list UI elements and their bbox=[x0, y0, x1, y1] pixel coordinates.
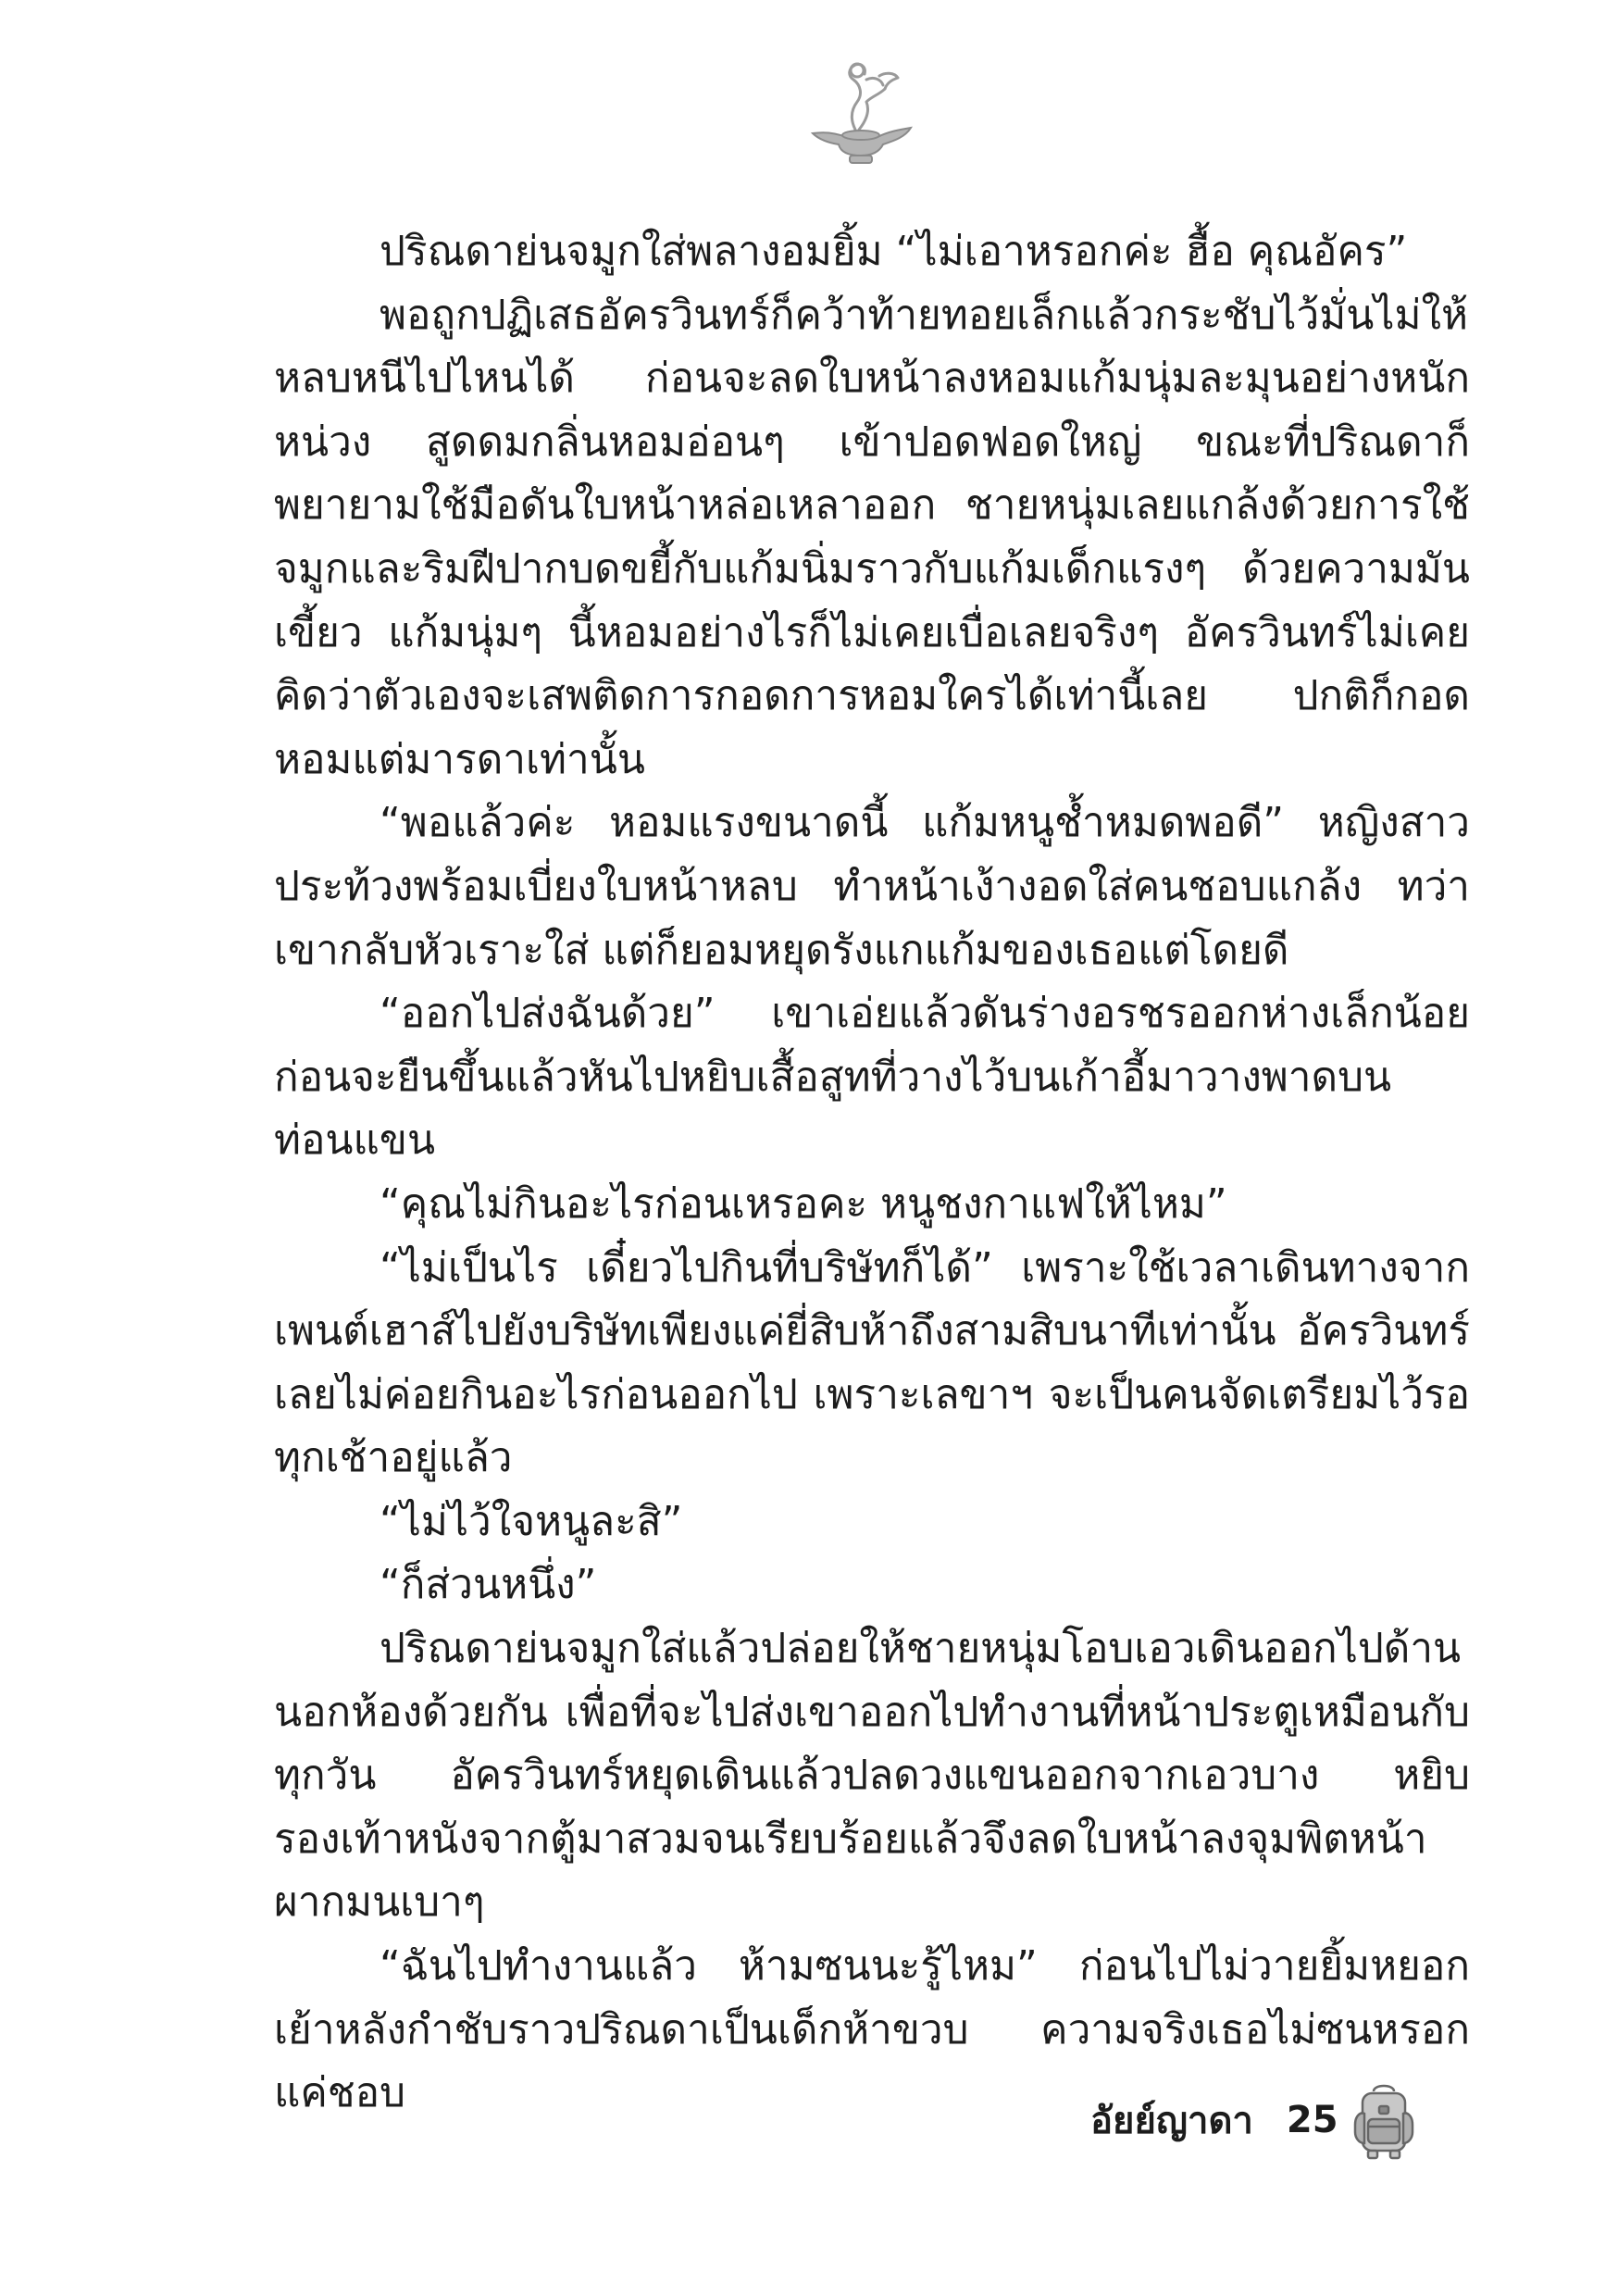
genie-lamp-icon bbox=[802, 48, 922, 168]
page-footer bbox=[1090, 2074, 1479, 2166]
page-number: 25 bbox=[1286, 2099, 1338, 2141]
paragraph-6: “ไม่เป็นไร เดี๋ยวไปกินที่บริษัทก็ได้” เพราะใช้เวลาเดินทางจากเพนต์เฮาส์ไปยังบริษัทเพียงแค่ยี่สิบห้าถึงสามสิบนาทีเท่านั้น อัครวินทร์เลยไม่ค่อยกินอะไรก่อนออกไป เพราะเลขาฯ จะเป็นคนจัดเตรียมไว้รอทุกเช้าอยู่แล้ว bbox=[274, 1243, 1470, 1482]
paragraph-10: “ฉันไปทำงานแล้ว ห้ามซนนะรู้ไหม” ก่อนไปไม่วายยิ้มหยอกเย้าหลังกำชับราวปริณดาเป็นเด็กห้าขวบ ความจริงเธอไม่ซนหรอก แค่ชอบ bbox=[274, 1942, 1470, 2117]
paragraph-4: “ออกไปส่งฉันด้วย” เขาเอ่ยแล้วดันร่างอรชรออกห่างเล็กน้อย ก่อนจะยืนขึ้นแล้วหันไปหยิบเสื้อสูทที่วางไว้บนเก้าอี้มาวางพาดบนท่อนแขน bbox=[274, 990, 1470, 1165]
author-name: อัยย์ญาดา bbox=[1090, 2100, 1253, 2142]
paragraph-3: “พอแล้วค่ะ หอมแรงขนาดนี้ แก้มหนูช้ำหมดพอดี” หญิงสาวประท้วงพร้อมเบี่ยงใบหน้าหลบ ทำหน้าเง้างอดใส่คนชอบแกล้ง ทว่าเขากลับหัวเราะใส่ แต่ก็ยอมหยุดรังแกแก้มของเธอแต่โดยดี bbox=[274, 799, 1470, 974]
paragraph-5: “คุณไม่กินอะไรก่อนเหรอคะ หนูชงกาแฟให้ไหม” bbox=[380, 1179, 1227, 1228]
paragraph-7: “ไม่ไว้ใจหนูละสิ” bbox=[380, 1497, 683, 1545]
body-text bbox=[274, 220, 1470, 2126]
backpack-icon bbox=[1351, 2078, 1416, 2162]
paragraph-8: “ก็ส่วนหนึ่ง” bbox=[380, 1561, 597, 1609]
paragraph-1: ปริณดาย่นจมูกใส่พลางอมยิ้ม “ไม่เอาหรอกค่ะ ฮื้อ คุณอัคร” bbox=[380, 228, 1408, 275]
paragraph-2: พอถูกปฏิเสธอัครวินทร์ก็คว้าท้ายทอยเล็กแล้วกระชับไว้มั่นไม่ให้หลบหนีไปไหนได้ ก่อนจะลดใบหน้าลงหอมแก้มนุ่มละมุนอย่างหนักหน่วง สูดดมกลิ่นหอมอ่อนๆ เข้าปอดฟอดใหญ่ ขณะที่ปริณดาก็พยายามใช้มือดันใบหน้าหล่อเหลาออก ชายหนุ่มเลยแกล้งด้วยการใช้จมูกและริมฝีปากบดขยี้กับแก้มนิ่มราวกับแก้มเด็กแรงๆ ด้วยความมันเขี้ยว แก้มนุ่มๆ นี้หอมอย่างไรก็ไม่เคยเบื่อเลยจริงๆ อัครวินทร์ไม่เคยคิดว่าตัวเองจะเสพติดการกอดการหอมใครได้เท่านี้เลย ปกติก็กอดหอมแต่มารดาเท่านั้น bbox=[274, 291, 1470, 783]
paragraph-9: ปริณดาย่นจมูกใส่แล้วปล่อยให้ชายหนุ่มโอบเอวเดินออกไปด้านนอกห้องด้วยกัน เพื่อที่จะไปส่งเขาออกไปทำงานที่หน้าประตูเหมือนกับทุกวัน อัครวินทร์หยุดเดินแล้วปลดวงแขนออกจากเอวบาง หยิบรองเท้าหนังจากตู้มาสวมจนเรียบร้อยแล้วจึงลดใบหน้าลงจุมพิตหน้าผากมนเบาๆ bbox=[274, 1625, 1470, 1927]
